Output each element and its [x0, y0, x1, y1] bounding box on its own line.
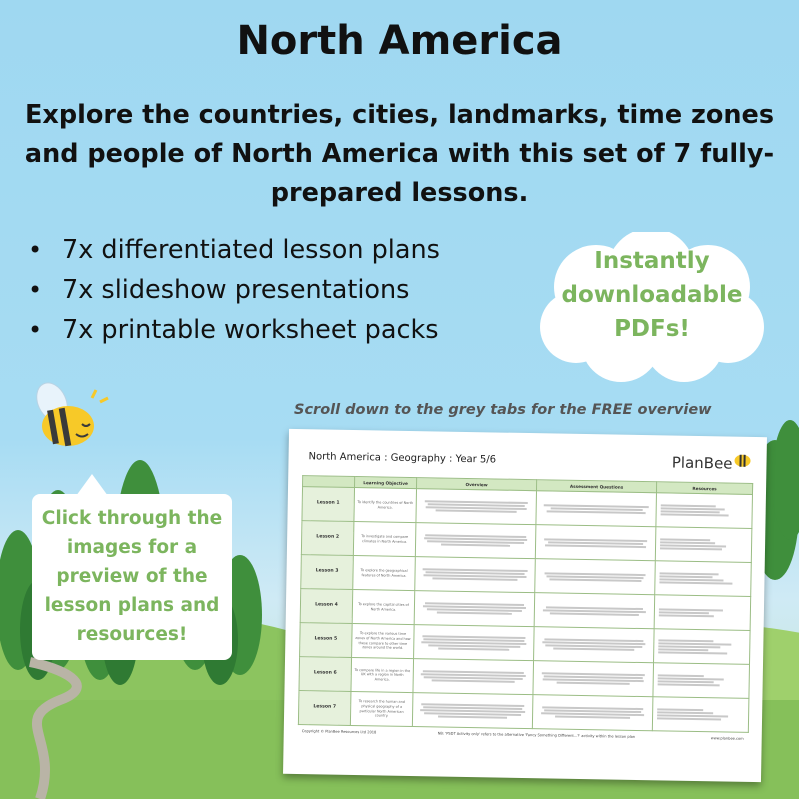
- lesson-name: Lesson 4: [300, 589, 353, 624]
- lesson-table: [298, 475, 753, 733]
- bullet-icon: •: [28, 276, 43, 304]
- column-header: Overview: [417, 478, 537, 491]
- overview-cell: [413, 659, 534, 695]
- column-header: Learning Objective: [355, 477, 417, 489]
- resources-cell: [652, 697, 749, 733]
- page-title: North America: [236, 18, 563, 64]
- cloud-line: downloadable: [561, 282, 743, 308]
- lesson-objective: To explore the geographical features of North America.: [353, 555, 416, 590]
- lesson-objective: To research the human and physical geography of a particular North American country.: [350, 691, 413, 726]
- lesson-objective: To compare life in a region in the UK with a region in North America.: [351, 657, 414, 692]
- feature-item: • 7x printable worksheet packs: [28, 310, 440, 350]
- questions-cell: [535, 525, 656, 561]
- bee-mascot-icon: [22, 380, 112, 450]
- questions-cell: [534, 627, 655, 663]
- lesson-name: Lesson 6: [299, 657, 352, 692]
- lesson-name: Lesson 1: [302, 487, 355, 522]
- resources-cell: [656, 493, 753, 529]
- column-header: Resources: [656, 482, 752, 495]
- resources-cell: [654, 629, 751, 665]
- questions-cell: [533, 661, 654, 697]
- cloud-line: Instantly: [594, 248, 710, 274]
- lesson-objective: To explore the capital cities of North America.: [352, 589, 415, 624]
- lesson-name: Lesson 7: [298, 691, 351, 726]
- overview-cell: [416, 489, 537, 525]
- feature-list: [28, 230, 440, 350]
- lesson-overview-document[interactable]: [283, 429, 767, 782]
- questions-cell: [532, 695, 653, 731]
- table-row: [298, 691, 749, 733]
- overview-cell: [415, 557, 536, 593]
- callout-line: images for a: [66, 537, 198, 558]
- bullet-icon: •: [28, 316, 43, 344]
- lesson-objective: To explore the various time zones of North America and how these compare to other time zones around the world.: [352, 623, 415, 658]
- resources-cell: [655, 561, 752, 597]
- scroll-note: Scroll down to the grey tabs for the FREE overview: [294, 402, 712, 418]
- callout-line: Click through the: [41, 508, 223, 529]
- cloud-line: PDFs!: [614, 316, 690, 342]
- resources-cell: [654, 595, 751, 631]
- planbee-logo: PlanBee: [671, 453, 733, 473]
- document-note: NB: 'PSDT Activity only' refers to the alternative 'Fancy Something Different...?' activity within the lesson plan: [437, 731, 636, 739]
- bullet-icon: •: [28, 236, 43, 264]
- lesson-objective: To identify the countries of North America.: [354, 488, 417, 523]
- feature-item: • 7x slideshow presentations: [28, 270, 440, 310]
- overview-cell: [414, 625, 535, 661]
- resources-cell: [655, 527, 752, 563]
- column-header: [303, 476, 355, 488]
- lesson-name: Lesson 2: [301, 521, 354, 556]
- overview-cell: [415, 523, 536, 559]
- page-subtitle: Explore the countries, cities, landmarks, time zones and people of North America with this set of 7 fully-prepared lessons.: [24, 100, 775, 208]
- planbee-bee-icon: [732, 451, 752, 469]
- questions-cell: [536, 491, 657, 527]
- lesson-objective: To investigate and compare climates in North America.: [353, 522, 416, 557]
- callout-line: preview of the: [56, 566, 208, 587]
- document-title: North America : Geography : Year 5/6: [308, 451, 497, 466]
- lesson-name: Lesson 3: [301, 555, 354, 590]
- resources-cell: [653, 663, 750, 699]
- preview-callout: [32, 494, 232, 660]
- questions-cell: [535, 559, 656, 595]
- questions-cell: [534, 593, 655, 629]
- document-website: www.planbee.com: [710, 736, 744, 741]
- callout-line: lesson plans and: [44, 595, 220, 616]
- document-copyright: Copyright © PlanBee Resources Ltd 2018: [301, 729, 377, 735]
- pdf-cloud-badge: [536, 232, 768, 384]
- feature-item: • 7x differentiated lesson plans: [28, 230, 440, 270]
- lesson-name: Lesson 5: [300, 623, 353, 658]
- column-header: Assessment Questions: [537, 480, 657, 493]
- overview-cell: [414, 591, 535, 627]
- overview-cell: [412, 693, 533, 729]
- callout-line: resources!: [76, 624, 188, 645]
